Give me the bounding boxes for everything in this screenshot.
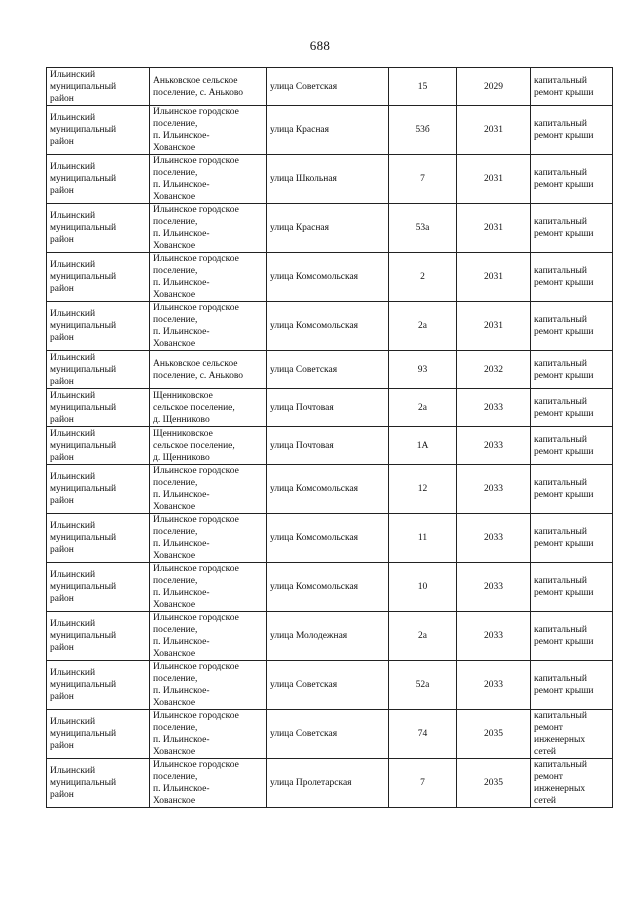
house-number-text: 52а bbox=[415, 680, 430, 690]
work-type-text: капитальный ремонт крыши bbox=[534, 168, 594, 190]
settlement-cell bbox=[150, 253, 267, 302]
settlement-cell bbox=[150, 661, 267, 710]
district-text: Ильинский муниципальный район bbox=[50, 717, 117, 751]
district-text: Ильинский муниципальный район bbox=[50, 390, 117, 425]
year-cell bbox=[457, 351, 531, 389]
settlement-cell bbox=[150, 302, 267, 351]
table-row bbox=[47, 106, 613, 155]
street-cell bbox=[267, 106, 389, 155]
house-number-text: 11 bbox=[417, 533, 428, 543]
table-row bbox=[47, 389, 613, 427]
house-number-cell bbox=[389, 68, 457, 106]
settlement-text: Щенниковское сельское поселение, д. Щенниково bbox=[153, 428, 235, 463]
settlement-text: Аньковское сельское поселение, с. Аньково bbox=[153, 75, 244, 98]
repair-schedule-table bbox=[46, 67, 613, 808]
street-text: улица Комсомольская bbox=[270, 582, 359, 592]
street-text: улица Красная bbox=[270, 125, 330, 135]
street-cell bbox=[267, 253, 389, 302]
table-row bbox=[47, 612, 613, 661]
year-text: 2031 bbox=[484, 174, 503, 184]
district-cell bbox=[47, 155, 150, 204]
street-cell bbox=[267, 710, 389, 759]
house-number-cell bbox=[389, 563, 457, 612]
settlement-text: Ильинское городское поселение, п. Ильинское- Хованское bbox=[153, 515, 239, 561]
year-text: 2033 bbox=[484, 484, 503, 494]
table-row bbox=[47, 204, 613, 253]
district-cell bbox=[47, 204, 150, 253]
work-type-text: капитальный ремонт крыши bbox=[534, 434, 594, 457]
work-type-text: капитальный ремонт крыши bbox=[534, 478, 594, 500]
year-cell bbox=[457, 759, 531, 808]
year-cell bbox=[457, 427, 531, 465]
settlement-text: Ильинское городское поселение, п. Ильинское- Хованское bbox=[153, 466, 239, 512]
district-cell bbox=[47, 427, 150, 465]
house-number-cell bbox=[389, 612, 457, 661]
district-cell bbox=[47, 389, 150, 427]
settlement-cell bbox=[150, 389, 267, 427]
street-cell bbox=[267, 204, 389, 253]
year-cell bbox=[457, 253, 531, 302]
district-text: Ильинский муниципальный район bbox=[50, 162, 117, 196]
year-text: 2031 bbox=[484, 272, 503, 282]
district-cell bbox=[47, 759, 150, 808]
street-text: улица Школьная bbox=[270, 174, 337, 184]
work-type-text: капитальный ремонт крыши bbox=[534, 576, 594, 598]
year-cell bbox=[457, 155, 531, 204]
work-type-cell bbox=[531, 710, 613, 759]
year-text: 2031 bbox=[484, 125, 503, 135]
year-text: 2029 bbox=[484, 81, 503, 92]
street-text: улица Советская bbox=[270, 680, 338, 690]
street-text: улица Советская bbox=[270, 81, 338, 92]
street-cell bbox=[267, 302, 389, 351]
settlement-text: Щенниковское сельское поселение, д. Щенниково bbox=[153, 390, 235, 425]
year-text: 2035 bbox=[484, 778, 503, 788]
work-type-cell bbox=[531, 351, 613, 389]
district-cell bbox=[47, 465, 150, 514]
year-text: 2035 bbox=[484, 729, 503, 739]
street-text: улица Почтовая bbox=[270, 440, 334, 451]
district-cell bbox=[47, 612, 150, 661]
table-row bbox=[47, 351, 613, 389]
district-text: Ильинский муниципальный район bbox=[50, 570, 117, 604]
table-row bbox=[47, 155, 613, 204]
street-text: улица Комсомольская bbox=[270, 533, 359, 543]
year-cell bbox=[457, 106, 531, 155]
house-number-cell bbox=[389, 389, 457, 427]
work-type-text: капитальный ремонт крыши bbox=[534, 527, 594, 549]
year-cell bbox=[457, 661, 531, 710]
work-type-cell bbox=[531, 253, 613, 302]
work-type-cell bbox=[531, 302, 613, 351]
settlement-text: Ильинское городское поселение, п. Ильинское- Хованское bbox=[153, 107, 239, 153]
house-number-text: 93 bbox=[417, 364, 428, 375]
street-cell bbox=[267, 612, 389, 661]
settlement-cell bbox=[150, 68, 267, 106]
street-text: улица Комсомольская bbox=[270, 272, 359, 282]
work-type-cell bbox=[531, 68, 613, 106]
district-text: Ильинский муниципальный район bbox=[50, 668, 117, 702]
table-row bbox=[47, 253, 613, 302]
settlement-cell bbox=[150, 427, 267, 465]
work-type-text: капитальный ремонт крыши bbox=[534, 217, 594, 239]
year-text: 2031 bbox=[484, 321, 503, 331]
street-cell bbox=[267, 465, 389, 514]
year-text: 2033 bbox=[484, 582, 503, 592]
year-text: 2033 bbox=[484, 402, 503, 413]
district-text: Ильинский муниципальный район bbox=[50, 211, 117, 245]
work-type-cell bbox=[531, 514, 613, 563]
table-row bbox=[47, 427, 613, 465]
settlement-cell bbox=[150, 155, 267, 204]
district-cell bbox=[47, 661, 150, 710]
street-cell bbox=[267, 514, 389, 563]
settlement-text: Ильинское городское поселение, п. Ильинское- Хованское bbox=[153, 711, 239, 757]
year-text: 2033 bbox=[484, 680, 503, 690]
year-cell bbox=[457, 68, 531, 106]
year-cell bbox=[457, 465, 531, 514]
house-number-cell bbox=[389, 302, 457, 351]
table-body bbox=[47, 68, 613, 808]
district-cell bbox=[47, 106, 150, 155]
work-type-cell bbox=[531, 661, 613, 710]
house-number-cell bbox=[389, 253, 457, 302]
work-type-cell bbox=[531, 106, 613, 155]
district-cell bbox=[47, 514, 150, 563]
settlement-cell bbox=[150, 710, 267, 759]
house-number-cell bbox=[389, 427, 457, 465]
street-text: улица Комсомольская bbox=[270, 484, 359, 494]
year-text: 2032 bbox=[484, 364, 503, 375]
table-row bbox=[47, 68, 613, 106]
year-cell bbox=[457, 563, 531, 612]
work-type-cell bbox=[531, 465, 613, 514]
work-type-text: капитальный ремонт крыши bbox=[534, 75, 594, 98]
work-type-text: капитальный ремонт крыши bbox=[534, 119, 594, 141]
year-cell bbox=[457, 204, 531, 253]
work-type-cell bbox=[531, 155, 613, 204]
district-text: Ильинский муниципальный район bbox=[50, 766, 117, 800]
house-number-cell bbox=[389, 710, 457, 759]
settlement-text: Ильинское городское поселение, п. Ильинское- Хованское bbox=[153, 613, 239, 659]
house-number-text: 2 bbox=[420, 272, 425, 282]
work-type-text: капитальный ремонт крыши bbox=[534, 266, 594, 288]
district-cell bbox=[47, 68, 150, 106]
year-text: 2033 bbox=[484, 631, 503, 641]
street-cell bbox=[267, 427, 389, 465]
street-cell bbox=[267, 351, 389, 389]
table-row bbox=[47, 563, 613, 612]
street-cell bbox=[267, 563, 389, 612]
house-number-text: 2а bbox=[418, 402, 427, 413]
year-cell bbox=[457, 389, 531, 427]
street-text: улица Советская bbox=[270, 364, 338, 375]
table-row bbox=[47, 661, 613, 710]
district-cell bbox=[47, 302, 150, 351]
year-cell bbox=[457, 514, 531, 563]
house-number-cell bbox=[389, 465, 457, 514]
settlement-cell bbox=[150, 106, 267, 155]
work-type-text: капитальный ремонт инженерных сетей bbox=[534, 711, 587, 757]
year-text: 2033 bbox=[484, 440, 503, 451]
district-text: Ильинский муниципальный район bbox=[50, 472, 117, 506]
street-cell bbox=[267, 68, 389, 106]
year-cell bbox=[457, 302, 531, 351]
house-number-text: 7 bbox=[420, 174, 425, 184]
settlement-cell bbox=[150, 759, 267, 808]
page-number: 688 bbox=[309, 38, 331, 53]
house-number-text: 12 bbox=[417, 484, 428, 494]
work-type-text: капитальный ремонт крыши bbox=[534, 315, 594, 337]
house-number-text: 53б bbox=[415, 125, 430, 135]
work-type-cell bbox=[531, 389, 613, 427]
year-text: 2033 bbox=[484, 533, 503, 543]
work-type-cell bbox=[531, 204, 613, 253]
district-text: Ильинский муниципальный район bbox=[50, 619, 117, 653]
settlement-cell bbox=[150, 563, 267, 612]
work-type-cell bbox=[531, 563, 613, 612]
settlement-cell bbox=[150, 465, 267, 514]
street-text: улица Молодежная bbox=[270, 631, 348, 641]
street-cell bbox=[267, 661, 389, 710]
house-number-text: 2а bbox=[418, 321, 427, 331]
year-cell bbox=[457, 612, 531, 661]
house-number-cell bbox=[389, 661, 457, 710]
settlement-cell bbox=[150, 204, 267, 253]
street-text: улица Красная bbox=[270, 223, 330, 233]
table-row bbox=[47, 465, 613, 514]
settlement-text: Аньковское сельское поселение, с. Аньково bbox=[153, 358, 244, 381]
settlement-text: Ильинское городское поселение, п. Ильинское- Хованское bbox=[153, 760, 239, 806]
district-text: Ильинский муниципальный район bbox=[50, 521, 117, 555]
street-cell bbox=[267, 759, 389, 808]
house-number-cell bbox=[389, 106, 457, 155]
street-cell bbox=[267, 389, 389, 427]
district-text: Ильинский муниципальный район bbox=[50, 113, 117, 147]
house-number-cell bbox=[389, 204, 457, 253]
table-row bbox=[47, 710, 613, 759]
street-text: улица Пролетарская bbox=[270, 778, 352, 788]
district-text: Ильинский муниципальный район bbox=[50, 352, 117, 387]
house-number-text: 7 bbox=[420, 778, 425, 788]
work-type-cell bbox=[531, 612, 613, 661]
settlement-text: Ильинское городское поселение, п. Ильинское- Хованское bbox=[153, 254, 239, 300]
district-text: Ильинский муниципальный район bbox=[50, 309, 117, 343]
settlement-cell bbox=[150, 514, 267, 563]
district-cell bbox=[47, 253, 150, 302]
year-cell bbox=[457, 710, 531, 759]
house-number-text: 53а bbox=[415, 223, 430, 233]
work-type-text: капитальный ремонт крыши bbox=[534, 396, 594, 419]
work-type-text: капитальный ремонт крыши bbox=[534, 625, 594, 647]
settlement-text: Ильинское городское поселение, п. Ильинское- Хованское bbox=[153, 564, 239, 610]
settlement-text: Ильинское городское поселение, п. Ильинское- Хованское bbox=[153, 156, 239, 202]
work-type-cell bbox=[531, 427, 613, 465]
table-row bbox=[47, 302, 613, 351]
settlement-text: Ильинское городское поселение, п. Ильинское- Хованское bbox=[153, 303, 239, 349]
house-number-text: 2а bbox=[418, 631, 427, 641]
work-type-cell bbox=[531, 759, 613, 808]
district-text: Ильинский муниципальный район bbox=[50, 428, 117, 463]
work-type-text: капитальный ремонт крыши bbox=[534, 674, 594, 696]
house-number-text: 15 bbox=[417, 81, 428, 92]
house-number-text: 1А bbox=[416, 440, 429, 451]
table-row bbox=[47, 514, 613, 563]
house-number-cell bbox=[389, 514, 457, 563]
settlement-cell bbox=[150, 612, 267, 661]
district-cell bbox=[47, 351, 150, 389]
district-text: Ильинский муниципальный район bbox=[50, 69, 117, 104]
district-cell bbox=[47, 710, 150, 759]
street-text: улица Советская bbox=[270, 729, 338, 739]
district-cell bbox=[47, 563, 150, 612]
street-text: улица Комсомольская bbox=[270, 321, 359, 331]
settlement-text: Ильинское городское поселение, п. Ильинское- Хованское bbox=[153, 205, 239, 251]
district-text: Ильинский муниципальный район bbox=[50, 260, 117, 294]
street-cell bbox=[267, 155, 389, 204]
house-number-text: 74 bbox=[417, 729, 428, 739]
house-number-text: 10 bbox=[417, 582, 428, 592]
settlement-text: Ильинское городское поселение, п. Ильинское- Хованское bbox=[153, 662, 239, 708]
settlement-cell bbox=[150, 351, 267, 389]
house-number-cell bbox=[389, 155, 457, 204]
work-type-text: капитальный ремонт инженерных сетей bbox=[534, 760, 587, 806]
street-text: улица Почтовая bbox=[270, 402, 334, 413]
work-type-text: капитальный ремонт крыши bbox=[534, 358, 594, 381]
table-row bbox=[47, 759, 613, 808]
year-text: 2031 bbox=[484, 223, 503, 233]
house-number-cell bbox=[389, 351, 457, 389]
house-number-cell bbox=[389, 759, 457, 808]
